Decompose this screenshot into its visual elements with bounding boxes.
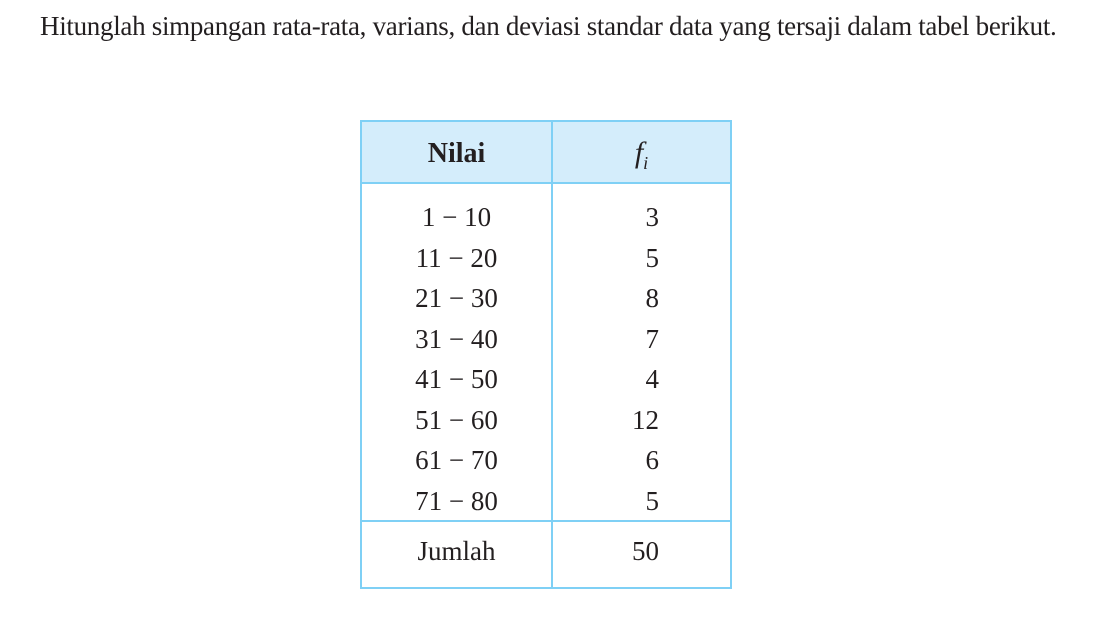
header-f: f	[634, 136, 644, 169]
frequency-cell: 12	[632, 404, 659, 435]
table-row	[362, 279, 730, 319]
nilai-cell: 61 − 70	[415, 445, 498, 475]
header-nilai: Nilai	[427, 138, 486, 169]
frequency-cell: 5	[645, 485, 659, 516]
table-row	[362, 320, 730, 360]
nilai-cell: 51 − 60	[415, 404, 498, 435]
total-value: 50	[632, 536, 659, 566]
table-row	[362, 401, 730, 441]
table-row	[362, 198, 730, 238]
frequency-cell: 8	[645, 283, 659, 313]
table-row	[362, 239, 730, 279]
frequency-cell: 6	[645, 445, 659, 475]
total-label: Jumlah	[417, 536, 496, 566]
frequency-cell: 3	[645, 202, 659, 232]
frequency-cell: 7	[645, 323, 659, 354]
nilai-cell: 1 − 10	[421, 202, 492, 232]
frequency-cell: 5	[645, 242, 659, 273]
header-f-sub: i	[643, 153, 649, 173]
nilai-cell: 71 − 80	[415, 485, 498, 516]
question-text: Hitunglah simpangan rata-rata, varians, dan deviasi standar data yang tersaji dalam tabel berikut.	[40, 11, 1057, 41]
nilai-cell: 11 − 20	[415, 242, 498, 273]
table-row	[362, 360, 730, 400]
frequency-table	[360, 120, 732, 589]
table-header	[362, 122, 730, 184]
total-row	[362, 532, 730, 572]
table-row	[362, 482, 730, 522]
nilai-cell: 31 − 40	[415, 323, 498, 354]
nilai-cell: 41 − 50	[415, 364, 498, 394]
nilai-cell: 21 − 30	[415, 283, 498, 313]
frequency-cell: 4	[645, 364, 659, 394]
table-row	[362, 441, 730, 481]
header-frequency	[553, 136, 730, 174]
